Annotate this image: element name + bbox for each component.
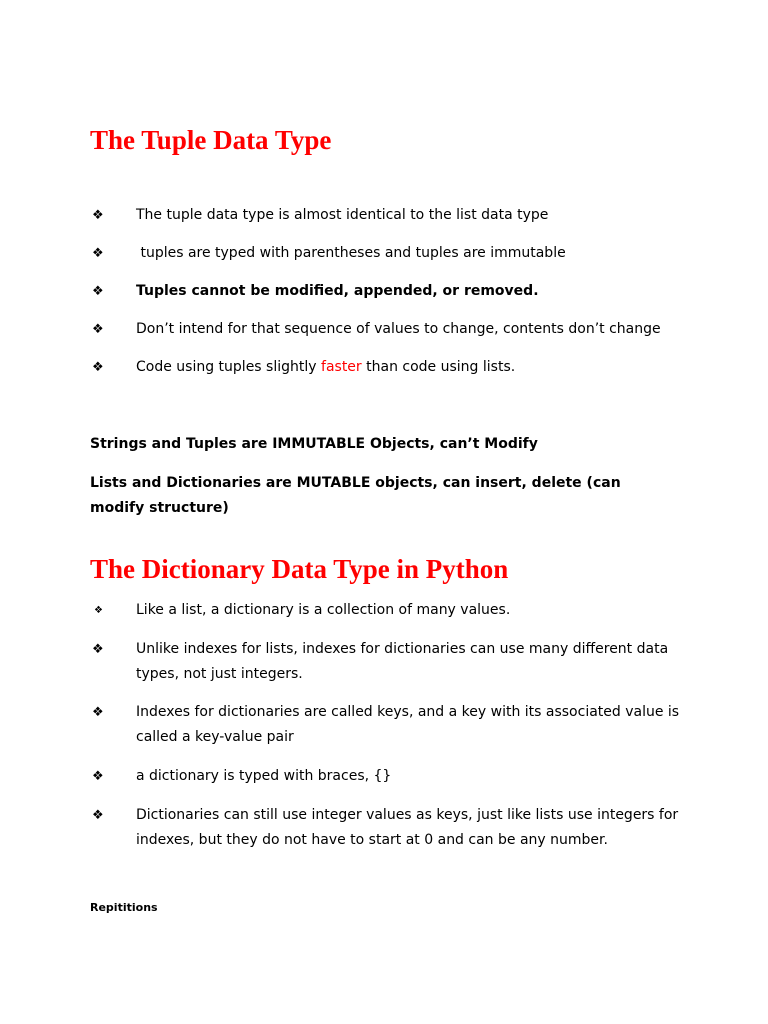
- mutable-note: Lists and Dictionaries are MUTABLE objects, can insert, delete (can modify structure): [90, 475, 621, 516]
- diamond-bullet-icon: ❖: [92, 769, 104, 784]
- bullet-text: Dictionaries can still use integer values as keys, just like lists use integers for indexes, but they do not have to start at 0 and can be any number.: [136, 807, 679, 848]
- diamond-bullet-icon: ❖: [94, 605, 103, 616]
- diamond-bullet-icon: ❖: [92, 246, 104, 261]
- diamond-bullet-icon: ❖: [92, 642, 104, 657]
- tuple-heading: The Tuple Data Type: [90, 125, 332, 155]
- bullet-text: The tuple data type is almost identical to the list data type: [136, 207, 549, 223]
- bullet-text: tuples are typed with parentheses and tuples are immutable: [136, 245, 566, 261]
- diamond-bullet-icon: ❖: [92, 705, 104, 720]
- diamond-bullet-icon: ❖: [92, 808, 104, 823]
- diamond-bullet-icon: ❖: [92, 322, 104, 337]
- bullet-text: Tuples cannot be modified, appended, or removed.: [136, 283, 539, 299]
- dictionary-heading: The Dictionary Data Type in Python: [90, 554, 509, 584]
- repetitions-label: Repititions: [90, 901, 158, 914]
- bullet-text: Like a list, a dictionary is a collection of many values.: [136, 602, 511, 618]
- bullet-text-start: Code using tuples slightly: [136, 359, 322, 375]
- diamond-bullet-icon: ❖: [92, 284, 104, 299]
- immutable-note: Strings and Tuples are IMMUTABLE Objects, can’t Modify: [90, 436, 538, 452]
- diamond-bullet-icon: ❖: [92, 208, 104, 223]
- bullet-text: a dictionary is typed with braces, {}: [136, 768, 392, 784]
- bullet-text: Don’t intend for that sequence of values to change, contents don’t change: [136, 321, 661, 337]
- diamond-bullet-icon: ❖: [92, 360, 104, 375]
- bullet-text: Unlike indexes for lists, indexes for dictionaries can use many different data types, not just integers.: [136, 641, 669, 682]
- bullet-text: [136, 355, 696, 380]
- bullet-text-end: than code using lists.: [361, 359, 516, 375]
- highlight-word: faster: [321, 359, 362, 375]
- bullet-text: Indexes for dictionaries are called keys, and a key with its associated value is called a key-value pair: [136, 704, 680, 745]
